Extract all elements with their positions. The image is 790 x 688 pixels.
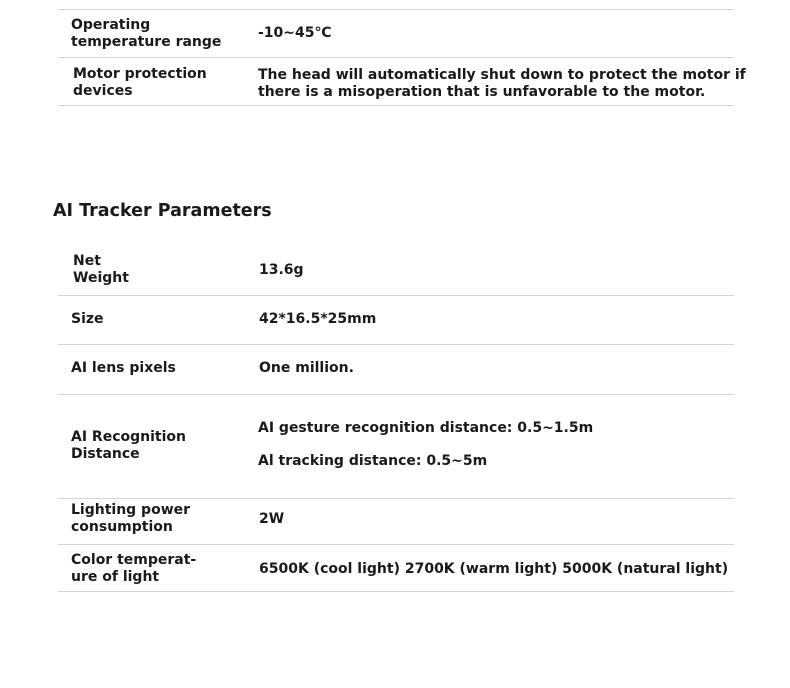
row-label: Motor protection devices: [73, 66, 207, 99]
table-row: [58, 395, 734, 499]
row-value: 42*16.5*25mm: [259, 311, 377, 327]
row-value-gesture: AI gesture recognition distance: 0.5~1.5m: [258, 420, 594, 436]
table-row: [58, 499, 734, 545]
row-value: -10~45℃: [258, 25, 332, 41]
row-value: The head will automatically shut down to protect the motor if there is a misoperation that is unfavorable to the motor.: [258, 67, 746, 100]
table-row: [58, 9, 734, 58]
table-row: [58, 296, 734, 345]
row-value: 13.6g: [259, 262, 304, 278]
row-value: 2W: [259, 511, 285, 527]
row-value-tracking: Al tracking distance: 0.5~5m: [258, 453, 488, 469]
row-label: Operating temperature range: [71, 17, 222, 50]
table-row: [58, 58, 746, 106]
row-label: Color temperat- ure of light: [71, 552, 197, 585]
table-row: [58, 247, 734, 296]
row-label: Net Weight: [73, 253, 129, 286]
row-value: One million.: [259, 360, 354, 376]
row-value: 6500K (cool light) 2700K (warm light) 5000K (natural light): [259, 561, 729, 577]
row-label: AI lens pixels: [71, 360, 176, 376]
row-label: Lighting power consumption: [71, 502, 191, 535]
motor-spec-table: [58, 9, 746, 106]
row-label: AI Recognition Distance: [71, 429, 186, 462]
table-row: [58, 545, 734, 592]
tracker-spec-table: [58, 247, 734, 592]
row-label: Size: [71, 311, 104, 327]
section-title: AI Tracker Parameters: [53, 201, 272, 221]
table-row: [58, 345, 734, 395]
